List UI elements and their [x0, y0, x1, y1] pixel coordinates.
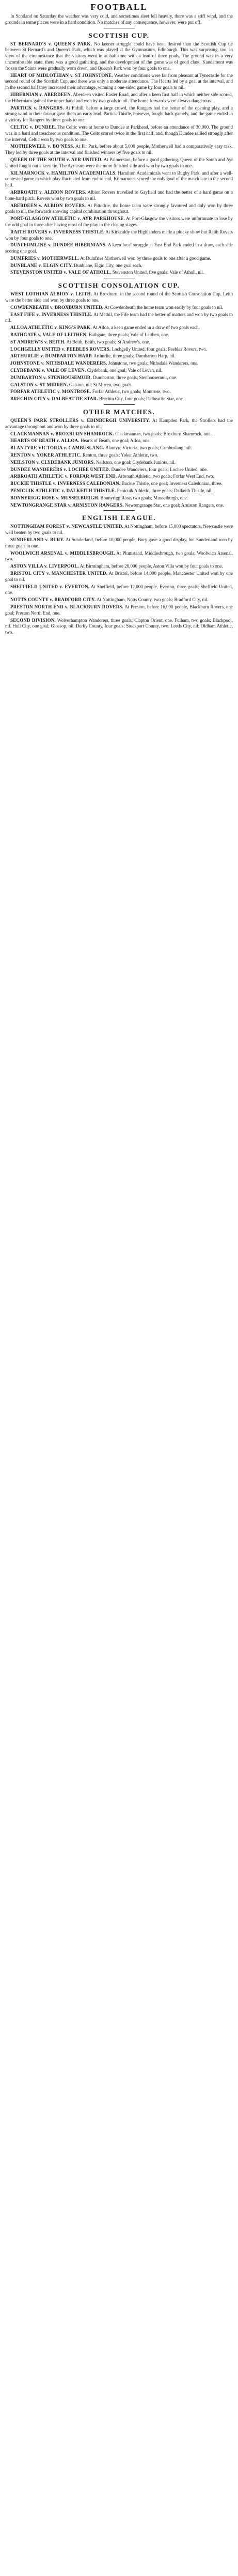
match-report	[5, 495, 233, 501]
match-report	[5, 481, 233, 487]
match-report	[5, 347, 233, 353]
match-heading: LOCHGELLY UNITED v. PEEBLES ROVERS.	[10, 346, 111, 352]
section-heading: OTHER MATCHES.	[83, 408, 155, 416]
match-heading: ARBROATH ATHLETIC v. FORFAR WEST END.	[10, 474, 117, 479]
match-report	[5, 389, 233, 395]
match-heading: HIBERNIAN v. ABERDEEN.	[10, 91, 72, 97]
match-heading: BRECHIN CITY v. DALBEATTIE STAR.	[10, 396, 98, 402]
match-text: A keen local struggle at East End Park ended in a draw, each side scoring one goal.	[5, 242, 233, 254]
match-text: At Firhill, before a large crowd, the Rangers had the better of the opening play, and a strong wind in their favour gave them an early lead. Partick Thistle, however, fought back gamely, and the game ended in a victory for Rangers by three goals to one.	[5, 105, 233, 123]
match-report	[5, 396, 233, 402]
match-heading: ASTON VILLA v. LIVERPOOL.	[10, 563, 79, 569]
page-title: FOOTBALL	[90, 2, 148, 12]
match-text: Arthurlie, three goals; Dumbarton Harp, nil.	[92, 353, 176, 359]
match-report	[5, 360, 233, 367]
section-divider	[104, 404, 135, 405]
match-text: Clydebank, one goal; Vale of Leven, nil.	[86, 368, 163, 373]
match-heading: QUEEN'S PARK STROLLERS v. EDINBURGH UNIVERSITY.	[10, 418, 150, 423]
match-text: At Nottingham, Notts County, two goals; Bradford City, nil.	[96, 597, 209, 603]
match-heading: JOHNSTONE v. NITHSDALE WANDERERS.	[10, 360, 107, 366]
match-report	[5, 604, 233, 617]
match-heading: NEWTONGRANGE STAR v. ARNISTON RANGERS.	[10, 502, 124, 508]
match-report	[5, 41, 233, 72]
match-report	[5, 418, 233, 430]
match-heading: HEART OF MIDLOTHIAN v. ST JOHNSTONE.	[10, 72, 113, 78]
match-report	[5, 618, 233, 636]
match-report	[5, 460, 233, 466]
match-text: At Alloa, a keen game ended in a draw of two goals each.	[91, 325, 200, 331]
match-heading: BUCKIE THISTLE v. INVERNESS CALEDONIAN.	[10, 481, 121, 486]
match-report	[5, 368, 233, 374]
match-heading: QUEEN OF THE SOUTH v. AYR UNITED.	[10, 156, 103, 162]
section-heading: ENGLISH LEAGUE.	[82, 514, 156, 522]
article-body	[5, 13, 233, 636]
match-text: Wolverhampton Wanderers, three goals; Clapton Orient, one. Fulham, two goals; Blackpool, nil. Hull City, one goal; Glossop, nil. Derby County, four goals; Stockport County, two. Leeds City, nil; Oldham Athletic, two.	[5, 617, 233, 635]
match-text: Bonnyrigg Rose, two goals; Musselburgh, one.	[99, 495, 188, 500]
match-text: No keener struggle could have been desired than the Scottish Cup tie between St Bernard's and Queen's Park, which was played at the Gymnasium, Edinburgh. This was surprising, too, in view of the circumstance that the visitors went in at half-time with a lead of three goals. The ground was in a very uncomfortable state, there was a good gathering, and the development of the game was of good class. Kandemont was frozen the Saints were gradually worn down, and Queen's Park won by four goals to one.	[5, 41, 233, 71]
match-report	[5, 502, 233, 509]
match-heading: DUMBARTON v. STENHOUSEMUIR.	[10, 374, 92, 380]
match-heading: ST BERNARD'S v. QUEEN'S PARK.	[10, 41, 92, 46]
match-report	[5, 190, 233, 202]
match-report	[5, 537, 233, 549]
match-report	[5, 144, 233, 156]
match-heading: DUNBLANE v. ELGIN CITY.	[10, 262, 73, 268]
match-text: Weather conditions were far from pleasant at Tynecastle for the second round of the Scottish Cup, and there was only a moderate attendance. The Hearts led by a goal at the interval, and in the second half they increased their advantage, winning a one-sided game by four goals to nil.	[5, 72, 233, 90]
match-heading: CLACKMANNAN v. BROXBURN SHAMROCK.	[10, 431, 114, 436]
match-heading: SHEFFIELD UNITED v. EVERTON.	[10, 584, 90, 589]
match-heading: BATHGATE v. VALE OF LEITHEN.	[10, 332, 88, 338]
match-text: At Palmerston, before a good gathering, Queen of the South and Ayr United fought out a keen tie. The Ayr team were the more finished side and won by two goals to one.	[5, 156, 233, 168]
match-report	[5, 256, 233, 262]
match-heading: EAST FIFE v. INVERNESS THISTLE.	[10, 311, 93, 317]
match-text: Neilston, one goal; Clydebank Juniors, nil.	[94, 459, 176, 465]
match-text: At Methil, the Fife team had the better of matters and won by two goals to nil.	[5, 311, 233, 323]
match-text: Forfar Athletic, two goals; Montrose, two.	[91, 389, 171, 395]
match-heading: CELTIC v. DUNDEE.	[10, 124, 56, 130]
match-heading: MOTHERWELL v. BO'NESS.	[10, 144, 74, 149]
match-text: At Sheffield, before 12,000 people, Everton, three goals; Sheffield United, one.	[5, 584, 233, 595]
match-heading: NOTTS COUNTY v. BRADFORD CITY.	[10, 597, 96, 603]
match-report	[5, 584, 233, 596]
match-report	[5, 438, 233, 444]
match-report	[5, 467, 233, 473]
match-heading: DUNDEE WANDERERS v. LOCHEE UNITED.	[10, 466, 110, 472]
match-report	[5, 571, 233, 583]
match-report	[5, 291, 233, 304]
match-heading: HEARTS OF BEATH v. ALLOA.	[10, 438, 80, 444]
match-heading: ARBROATH v. ALBION ROVERS.	[10, 189, 86, 195]
match-text: Renton, three goals; Yoker Athletic, two.	[81, 452, 158, 458]
match-heading: NOTTINGHAM FOREST v. NEWCASTLE UNITED.	[10, 524, 123, 529]
section-divider	[104, 510, 135, 511]
match-text: At Hampden Park, the Strollers had the advantage throughout and won by three goals to nil.	[5, 418, 233, 429]
match-heading: COWDENBEATH v. BROXBURN UNITED.	[10, 304, 104, 310]
match-report	[5, 353, 233, 359]
match-heading: GALSTON v. ST MIRREN.	[10, 382, 68, 387]
match-report	[5, 263, 233, 269]
match-report	[5, 229, 233, 242]
match-text: Galston, nil; St Mirren, two goals.	[68, 382, 133, 387]
match-text: Johnstone, two goals; Nithsdale Wanderers, one.	[107, 360, 199, 366]
section-heading: SCOTTISH CONSOLATION CUP.	[58, 281, 180, 290]
match-report	[5, 242, 233, 255]
match-heading: CLYDEBANK v. VALE OF LEVEN.	[10, 368, 86, 373]
match-text: Hamilton Academicals went to Rugby Park, and after a well-contested game in which play fluctuated from end to end, Kilmarnock scored the only goal of the match late in the second half.	[5, 170, 233, 188]
match-text: At Plumstead, Middlesbrough, two goals; Woolwich Arsenal, two.	[5, 550, 233, 562]
match-text: At Pittodrie, the home team were strongly favoured and duly won by three goals to nil, the forwards showing capital combination throughout.	[5, 202, 233, 214]
match-text: Clackmannan, two goals; Broxburn Shamrock, one.	[114, 431, 212, 436]
intro-paragraph: In Scotland on Saturday the weather was very cold, and sometimes sleet fell heavily, there was a stiff wind, and the grounds in some places were in a hard condition. No matches of any consequence, however, were put off.	[5, 13, 233, 25]
match-text: At Preston, before 16,000 people, Blackburn Rovers, one goal; Preston North End, one.	[5, 604, 233, 616]
match-heading: DUMFRIES v. MOTHERWELL.	[10, 255, 80, 261]
match-heading: ST ANDREW'S v. BEITH.	[10, 339, 66, 344]
match-text: At Kirkcaldy the Highlanders made a plucky show but Raith Rovers won by four goals to one.	[5, 229, 233, 241]
match-report	[5, 339, 233, 345]
match-report	[5, 445, 233, 451]
match-report	[5, 325, 233, 331]
match-heading: STEVENSTON UNITED v. VALE OF ATHOLL.	[10, 270, 112, 275]
match-text: Lochgelly United, four goals; Peebles Rovers, two.	[110, 346, 207, 352]
match-report	[5, 157, 233, 169]
section-heading: SCOTTISH CUP.	[88, 31, 150, 39]
match-heading: ALLOA ATHLETIC v. KING'S PARK.	[10, 325, 92, 331]
match-report	[5, 563, 233, 570]
match-text: Dunblane, Elgin City, one goal each.	[73, 262, 142, 268]
match-report	[5, 270, 233, 276]
match-text: Albion Rovers travelled to Gayfield and had the better of a hard game on a bone-hard pitch. Rovers won by two goals to nil.	[5, 189, 233, 201]
match-heading: DUNFERMLINE v. DUNDEE HIBERNIANS.	[10, 242, 107, 248]
match-text: Aberdeen visited Easter Road, and after a keen first half in which neither side scored, the Hibernians gained the upper hand and won by two goals to nil. The home forwards were always dangerous.	[5, 91, 233, 103]
match-text: Arbroath Athletic, two goals; Forfar West End, two.	[117, 474, 214, 479]
match-report	[5, 124, 233, 143]
match-text: Blantyre Victoria, two goals; Cambuslang, nil.	[104, 445, 192, 451]
match-heading: BRISTOL CITY v. MANCHESTER UNITED.	[10, 570, 108, 576]
match-report	[5, 597, 233, 603]
match-report	[5, 92, 233, 104]
match-text: At Beith, Beith, two goals; St Andrew's, one.	[65, 339, 150, 344]
match-report	[5, 551, 233, 563]
match-text: At Birmingham, before 20,000 people, Aston Villa won by four goals to one.	[78, 563, 223, 569]
match-text: At Dumfries Motherwell won by three goals to one after a good game.	[79, 255, 211, 261]
match-text: At Bristol, before 14,000 people, Manchester United won by one goal to nil.	[5, 570, 233, 582]
match-heading: WEST LOTHIAN ALBION v. LEITH.	[10, 291, 92, 297]
match-text: At Fir Park, before about 5,000 people, Motherwell had a comparatively easy task. They led by three goals at the interval and finished winners by five goals to nil.	[5, 144, 233, 155]
match-report	[5, 332, 233, 338]
match-report	[5, 312, 233, 324]
match-report	[5, 375, 233, 381]
match-report	[5, 382, 233, 388]
match-text: The Celtic were at home to Dundee at Parkhead, before an attendance of 30,000. The ground was in a hard and treacherous condition. The Celts scored twice in the first half, and, though Dundee rallied strongly after the interval, Celtic won by two goals to one.	[5, 124, 233, 142]
match-heading: RAITH ROVERS v. INVERNESS THISTLE.	[10, 229, 105, 234]
match-text: Dumbarton, three goals; Stenhousemuir, one.	[91, 374, 178, 380]
match-text: Stevenston United, five goals; Vale of Atholl, nil.	[111, 270, 204, 275]
match-text: Hearts of Beath, one goal; Alloa, one.	[79, 438, 151, 444]
match-report	[5, 170, 233, 189]
match-heading: KILMARNOCK v. HAMILTON ACADEMICALS.	[10, 170, 117, 176]
match-heading: WOOLWICH ARSENAL v. MIDDLESBROUGH.	[10, 550, 115, 556]
match-text: At Cowdenbeath the home team won easily by four goals to nil.	[103, 304, 224, 310]
match-heading: BONNYRIGG ROSE v. MUSSELBURGH.	[10, 495, 100, 500]
match-report	[5, 203, 233, 215]
match-text: At Sunderland, before 10,000 people, Bury gave a good display, but Sunderland won by three goals to one.	[5, 537, 233, 548]
match-heading: BLANTYRE VICTORIA v. CAMBUSLANG.	[10, 445, 104, 451]
match-report	[5, 488, 233, 494]
match-heading: SECOND DIVISION.	[10, 617, 56, 623]
match-text: At Broxburn, in the second round of the Scottish Consolation Cup, Leith were the better side and won by three goals to one.	[5, 291, 233, 303]
match-text: Newtongrange Star, one goal; Arniston Rangers, one.	[123, 502, 224, 508]
match-heading: FORFAR ATHLETIC v. MONTROSE.	[10, 389, 91, 395]
match-text: Penicuik Athletic, three goals; Dalkeith Thistle, nil.	[116, 488, 213, 493]
match-heading: PENICUIK ATHLETIC v. DALKEITH THISTLE.	[10, 488, 116, 493]
match-heading: PARTICK v. RANGERS.	[10, 105, 64, 111]
match-heading: PORT-GLASGOW ATHLETIC v. AYR PARKHOUSE.	[10, 216, 125, 222]
match-report	[5, 452, 233, 459]
match-text: At Port-Glasgow the visitors were unfortunate to lose by the odd goal in three after having most of the play in the closing stages.	[5, 216, 233, 227]
match-report	[5, 216, 233, 228]
match-report	[5, 431, 233, 437]
match-heading: PRESTON NORTH END v. BLACKBURN ROVERS.	[10, 604, 123, 609]
match-heading: SUNDERLAND v. BURY.	[10, 537, 65, 542]
match-text: At Nottingham, before 15,000 spectators, Newcastle were well beaten by two goals to nil.	[5, 524, 233, 536]
match-report	[5, 305, 233, 311]
match-heading: NEILSTON v. CLYDEBANK JUNIORS.	[10, 459, 95, 465]
match-report	[5, 474, 233, 480]
match-text: Bathgate, three goals; Vale of Leithen, one.	[87, 332, 169, 338]
match-text: Dundee Wanderers, four goals; Lochee United, one.	[110, 466, 208, 472]
match-report	[5, 105, 233, 123]
match-heading: ARTHURLIE v. DUMBARTON HARP.	[10, 353, 93, 359]
match-heading: RENTON v. YOKER ATHLETIC.	[10, 452, 82, 458]
match-text: Buckie Thistle, one goal; Inverness Caledonian, three.	[120, 481, 223, 486]
match-report	[5, 524, 233, 536]
match-heading: ABERDEEN v. ALBION ROVERS.	[10, 202, 86, 208]
match-report	[5, 73, 233, 91]
match-text: Brechin City, four goals; Dalbeattie Star, one.	[98, 396, 184, 402]
